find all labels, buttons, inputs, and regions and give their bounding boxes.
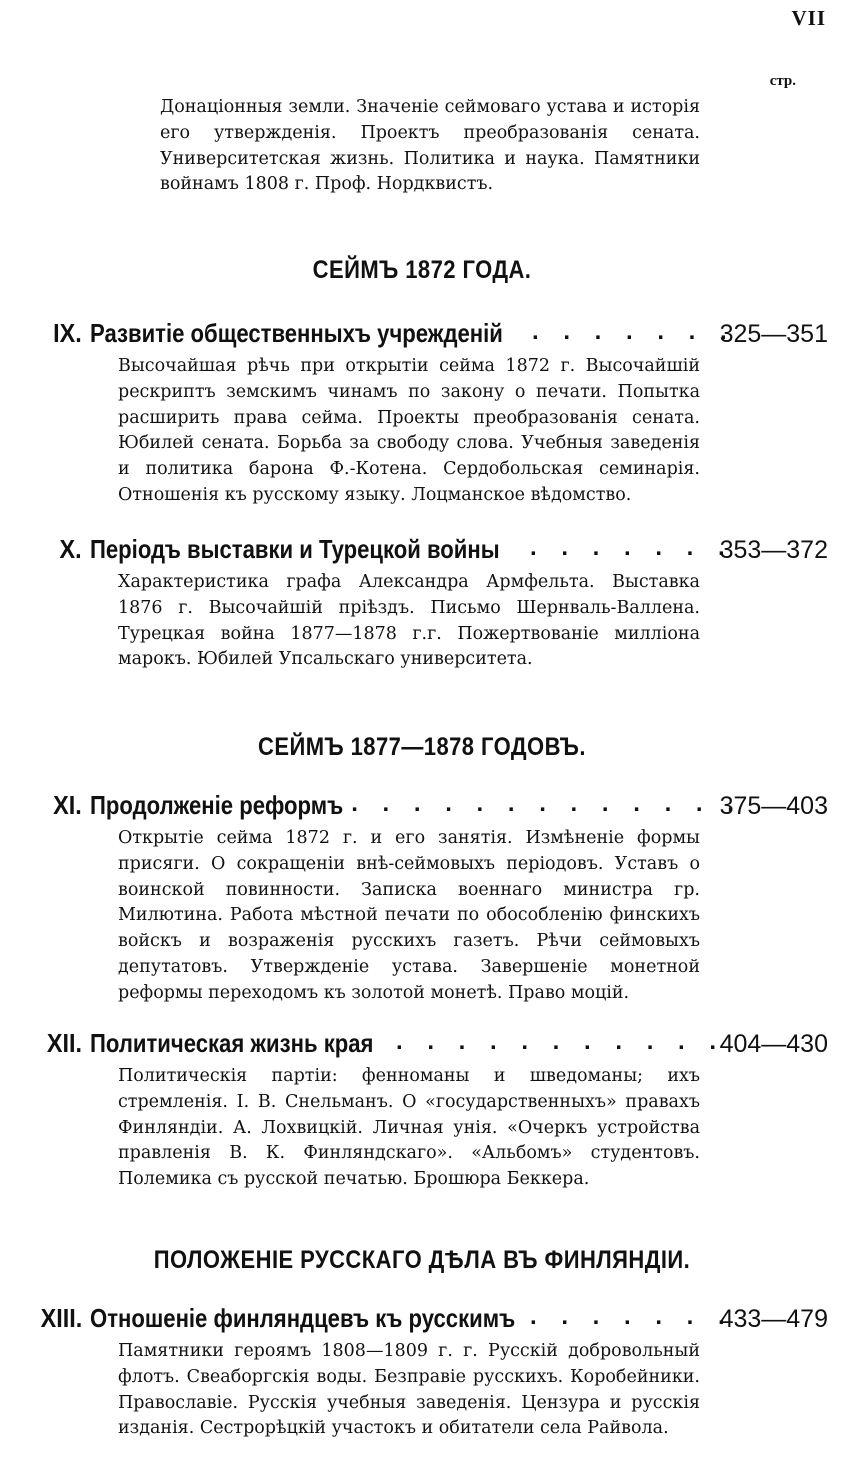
page-number: VII (791, 6, 826, 30)
section-heading-sejm-1872: СЕЙМЪ 1872 ГОДА. (312, 256, 532, 284)
leader-dots: . . . . . . . . . . . (396, 1028, 726, 1055)
section-heading-russian-affairs: ПОЛОЖЕНІЕ РУССКАГО ДѢЛА ВЪ ФИНЛЯНДІИ. (153, 1246, 691, 1274)
leader-dots: . . . . . . . (530, 534, 734, 561)
chapter-title: Политическая жизнь края (90, 1028, 374, 1058)
chapter-number: XI. (53, 790, 82, 820)
page-range: 404—430 (719, 1030, 828, 1058)
chapter-description: Памятники героямъ 1808—1809 г. г. Русскій добровольный флотъ. Свеаборгскія воды. Безправіе русскихъ. Коробейники. Православіе. Русскія учебныя заведенія. Цензура и русскія изданія. Сестрорѣцкій участокъ и обитатели села Райвола. (118, 1341, 700, 1439)
chapter-number: XIII. (40, 1303, 82, 1333)
chapter-description: Политическія партіи: фенноманы и шведоманы; ихъ стремленія. І. В. Снельманъ. О «государственныхъ» правахъ Финляндіи. А. Лохвицкій. Личная унія. «Очеркъ устройства правленія В. К. Финляндскаго». «Альбомъ» студентовъ. Полемика съ русской печатью. Брошюра Беккера. (118, 1066, 700, 1190)
page-range: 433—479 (719, 1305, 828, 1333)
chapter-title: Отношеніе финляндцевъ къ русскимъ (90, 1303, 516, 1333)
leader-dots: . . . . . . . . . . . . . (351, 790, 743, 817)
chapter-title: Періодъ выставки и Турецкой войны (90, 534, 500, 564)
pages-column-label: стр. (769, 73, 796, 89)
chapter-description: Характеристика графа Александра Армфельта. Выставка 1876 г. Высочайшій пріѣздъ. Письмо Шернваль-Валлена. Турецкая война 1877—1878 г.г. Пожертвованіе милліона марокъ. Юбилей Упсальскаго университета. (118, 572, 700, 670)
chapter-number: IX. (53, 318, 82, 348)
chapter-title: Развитіе общественныхъ учрежденій (90, 318, 503, 348)
page-range: 353—372 (719, 536, 828, 564)
section-heading-sejm-1877-1878: СЕЙМЪ 1877—1878 ГОДОВЪ. (258, 733, 586, 761)
chapter-title: Продолженіе реформъ (90, 790, 344, 820)
chapter-description: Открытіе сейма 1872 г. и его занятія. Измѣненіе формы присяги. О сокращеніи внѣ-сеймовыхъ періодовъ. Уставъ о воинской повинности. Записка военнаго министра гр. Милютина. Работа мѣстной печати по обособленію финскихъ войскъ и возраженія русскихъ газетъ. Рѣчи сеймовыхъ депутатовъ. Утвержденіе устава. Завершеніе монетной реформы переходомъ къ золотой монетѣ. Право моцій. (118, 828, 700, 1003)
page-range: 325—351 (719, 320, 828, 348)
page-range: 375—403 (719, 792, 828, 820)
leader-dots: . . . . . . . (532, 318, 736, 345)
leader-dots: . . . . . . . (530, 1303, 734, 1330)
intro-paragraph: Донаціонныя земли. Значеніе сеймоваго устава и исторія его утвержденія. Проектъ преобразованія сената. Университетская жизнь. Политика и наука. Памятники войнамъ 1808 г. Проф. Нордквистъ. (160, 97, 700, 195)
chapter-description: Высочайшая рѣчь при открытіи сейма 1872 г. Высочайшій рескриптъ земскимъ чинамъ по закону о печати. Попытка расширить права сейма. Проекты преобразованія сената. Юбилей сената. Борьба за свободу слова. Учебныя заведенія и политика барона Ф.-Котена. Сердобольская семинарія. Отношенія къ русскому языку. Лоцманское вѣдомство. (118, 356, 700, 505)
chapter-number: X. (59, 534, 82, 564)
chapter-number: XII. (46, 1028, 82, 1058)
